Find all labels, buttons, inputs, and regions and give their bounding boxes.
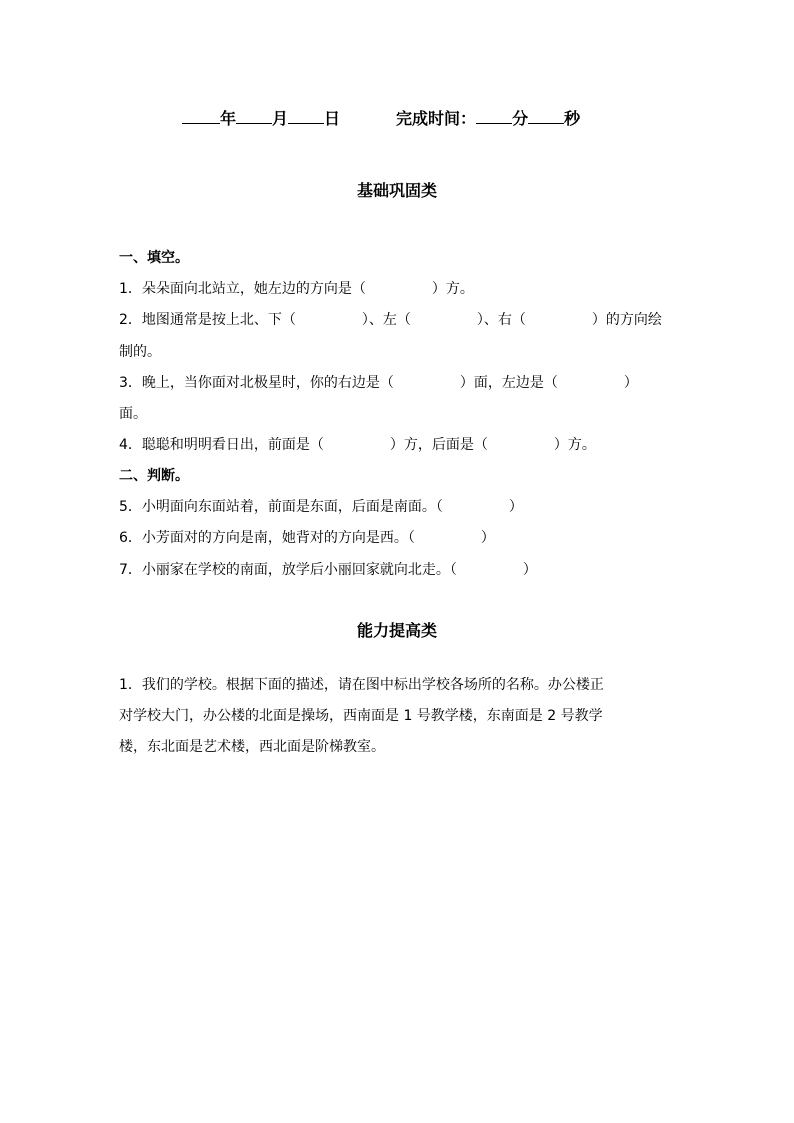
- question-3-continued: 面。: [119, 406, 147, 422]
- ability-question-line-1: 1．我们的学校。根据下面的描述，请在图中标出学校各场所的名称。办公楼正: [119, 677, 604, 693]
- day-blank[interactable]: [288, 109, 324, 124]
- question-7-text-end: ）: [522, 562, 537, 578]
- question-3-text: ）面，左边是（: [459, 375, 558, 391]
- question-5-text-end: ）: [508, 499, 523, 515]
- question-4-text: 4．聪聪和明明看日出，前面是（: [119, 437, 324, 453]
- question-3-text: ）: [623, 375, 638, 391]
- question-1-text-end: ）方。: [431, 281, 474, 297]
- question-3-text: 3．晚上，当你面对北极星时，你的右边是（: [119, 375, 394, 391]
- second-blank[interactable]: [528, 109, 564, 124]
- time-label: 完成时间：: [396, 109, 477, 128]
- section-title-basic: 基础巩固类: [356, 181, 437, 200]
- question-4-text: ）方。: [553, 437, 596, 453]
- ability-question-line-2: 对学校大门，办公楼的北面是操场，西南面是 1 号教学楼，东南面是 2 号教学: [119, 708, 603, 724]
- question-6: [119, 528, 495, 548]
- month-blank[interactable]: [236, 109, 272, 124]
- question-6-text-end: ）: [480, 530, 495, 546]
- question-6-text: 6．小芳面对的方向是南，她背对的方向是西。（: [119, 530, 415, 546]
- question-5: [119, 497, 523, 517]
- year-blank[interactable]: [182, 109, 220, 124]
- section-title-ability: 能力提高类: [356, 621, 437, 640]
- part-title-judge: 二、判断。: [119, 468, 189, 484]
- second-label: 秒: [564, 109, 581, 128]
- month-label: 月: [272, 109, 289, 128]
- question-1-text: 1．朵朵面向北站立，她左边的方向是（: [119, 281, 366, 297]
- question-4-text: ）方，后面是（: [389, 437, 488, 453]
- ability-question-line-3: 楼，东北面是艺术楼，西北面是阶梯教室。: [119, 739, 385, 755]
- year-label: 年: [220, 109, 237, 128]
- question-2-text: 2．地图通常是按上北、下（: [119, 312, 296, 328]
- question-2-text: ）、左（: [361, 312, 411, 328]
- question-3: [119, 373, 638, 393]
- question-7: [119, 560, 537, 580]
- date-time-header: [182, 106, 622, 129]
- question-2-continued: 制的。: [119, 344, 161, 360]
- question-2-text: ）、右（: [476, 312, 526, 328]
- day-label: 日: [324, 109, 341, 128]
- minute-blank[interactable]: [476, 109, 512, 124]
- question-5-text: 5．小明面向东面站着，前面是东面，后面是南面。（: [119, 499, 443, 515]
- question-4: [119, 435, 596, 455]
- question-2-text: ）的方向绘: [591, 312, 662, 328]
- part-title-fill: 一、填空。: [119, 250, 189, 266]
- question-1: [119, 279, 474, 299]
- minute-label: 分: [512, 109, 529, 128]
- question-2: [119, 310, 662, 330]
- question-7-text: 7．小丽家在学校的南面，放学后小丽回家就向北走。（: [119, 562, 457, 578]
